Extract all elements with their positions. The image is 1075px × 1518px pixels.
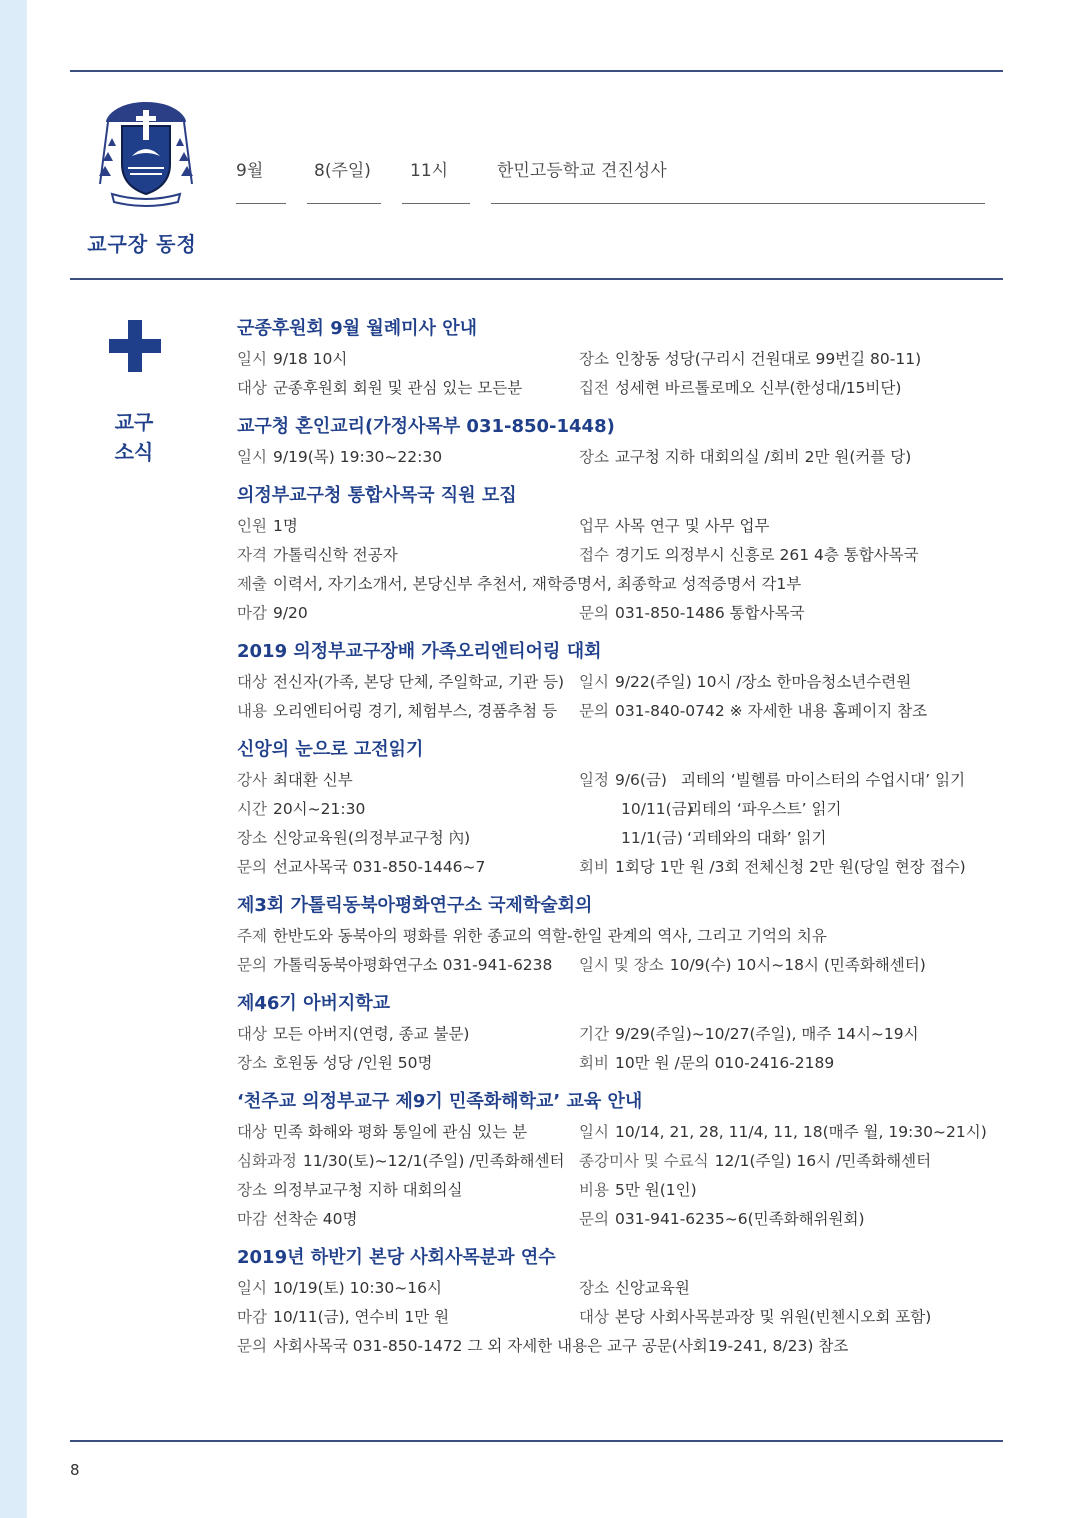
info-value: 12/1(주일) 16시 /민족화해센터 xyxy=(714,1152,932,1170)
info-label: 주제 xyxy=(237,927,267,945)
news-item-title: 제46기 아버지학교 xyxy=(237,993,391,1014)
info-row xyxy=(237,1274,997,1303)
info-value: 경기도 의정부시 신흥로 261 4층 통합사목국 xyxy=(614,546,919,564)
info-label: 회비 xyxy=(579,1054,609,1072)
info-value: 이력서, 자기소개서, 본당신부 추천서, 재학증명서, 최종학교 성적증명서 각1부 xyxy=(272,575,802,593)
info-value: 민족 화해와 평화 통일에 관심 있는 분 xyxy=(272,1123,528,1141)
news-item-title: 의정부교구청 통합사목국 직원 모집 xyxy=(237,485,517,506)
info-label: 대상 xyxy=(237,1123,267,1141)
top-divider xyxy=(70,70,1003,72)
info-label: 비용 xyxy=(579,1181,609,1199)
info-label: 회비 xyxy=(579,858,609,876)
info-label: 장소 xyxy=(237,829,267,847)
news-list xyxy=(237,316,997,1372)
info-value: 9/18 10시 xyxy=(272,350,348,368)
info-row xyxy=(237,697,997,726)
info-label: 강사 xyxy=(237,771,267,789)
page-number: 8 xyxy=(70,1461,80,1479)
info-row xyxy=(237,345,997,374)
cross-icon xyxy=(109,320,161,372)
info-value: 10만 원 /문의 010-2416-2189 xyxy=(614,1054,835,1072)
info-value: 1명 xyxy=(272,517,298,535)
info-label: 문의 xyxy=(237,858,267,876)
schedule-underline xyxy=(307,203,381,204)
news-item xyxy=(237,1245,997,1361)
info-value: 괴테의 ‘파우스트’ 읽기 xyxy=(687,800,842,818)
info-value: ‘괴테와의 대화’ 읽기 xyxy=(687,829,827,847)
info-label: 일시 xyxy=(237,448,267,466)
info-label: 장소 xyxy=(579,1279,609,1297)
info-label: 장소 xyxy=(579,448,609,466)
info-row xyxy=(237,1020,997,1049)
info-value: 031-840-0742 ※ 자세한 내용 홈페이지 참조 xyxy=(614,702,928,720)
info-label: 종강미사 및 수료식 xyxy=(579,1152,709,1170)
info-label: 내용 xyxy=(237,702,267,720)
info-value: 신앙교육원(의정부교구청 內) xyxy=(272,829,471,847)
info-label: 인원 xyxy=(237,517,267,535)
news-item-title: 신앙의 눈으로 고전읽기 xyxy=(237,739,424,760)
news-item-title: 2019 의정부교구장배 가족오리엔티어링 대회 xyxy=(237,641,602,662)
info-value: 10/11(금), 연수비 1만 원 xyxy=(272,1308,450,1326)
info-value: 10/9(수) 10시~18시 (민족화해센터) xyxy=(669,956,926,974)
info-row xyxy=(237,951,997,980)
news-item-title: 교구청 혼인교리(가정사목부 031-850-1448) xyxy=(237,416,615,437)
info-label: 집전 xyxy=(579,379,609,397)
bottom-divider xyxy=(70,1440,1003,1442)
side-color-strip xyxy=(0,0,27,1518)
info-label: 대상 xyxy=(579,1308,609,1326)
info-label: 일시 xyxy=(237,350,267,368)
info-label: 일시 및 장소 xyxy=(579,956,664,974)
info-label: 심화과정 xyxy=(237,1152,297,1170)
news-item-title: 2019년 하반기 본당 사회사목분과 연수 xyxy=(237,1247,556,1268)
news-item-title: 군종후원회 9월 월례미사 안내 xyxy=(237,318,477,339)
info-row xyxy=(237,1303,997,1332)
info-value: 선교사목국 031-850-1446~7 xyxy=(272,858,486,876)
info-row xyxy=(237,570,997,599)
info-value: 교구청 지하 대회의실 /회비 2만 원(커플 당) xyxy=(614,448,912,466)
info-row xyxy=(237,853,997,882)
info-value: 9/19(목) 19:30~22:30 xyxy=(272,448,443,466)
news-item-title: ‘천주교 의정부교구 제9기 민족화해학교’ 교육 안내 xyxy=(237,1091,643,1112)
info-label: 대상 xyxy=(237,673,267,691)
info-value: 신앙교육원 xyxy=(614,1279,690,1297)
info-row xyxy=(237,1049,997,1078)
schedule-underline xyxy=(236,203,286,204)
schedule-month: 9월 xyxy=(236,161,264,181)
info-value: 가톨릭동북아평화연구소 031-941-6238 xyxy=(272,956,553,974)
news-item xyxy=(237,737,997,882)
info-value: 전신자(가족, 본당 단체, 주일학교, 기관 등) xyxy=(272,673,565,691)
info-value: 군종후원회 회원 및 관심 있는 모든분 xyxy=(272,379,523,397)
news-item xyxy=(237,414,997,472)
info-value: 인창동 성당(구리시 건원대로 99번길 80-11) xyxy=(614,350,922,368)
info-label: 대상 xyxy=(237,379,267,397)
info-row xyxy=(237,795,997,824)
news-item xyxy=(237,1089,997,1234)
info-value: 선착순 40명 xyxy=(272,1210,358,1228)
info-label: 장소 xyxy=(237,1054,267,1072)
schedule-date: 8(주일) xyxy=(314,161,371,181)
news-item xyxy=(237,991,997,1078)
info-value: 9/29(주일)~10/27(주일), 매주 14시~19시 xyxy=(614,1025,919,1043)
info-value: 사회사목국 031-850-1472 그 외 자세한 내용은 교구 공문(사회19-241, 8/23) 참조 xyxy=(272,1337,849,1355)
schedule-date: 10/11(금) xyxy=(621,800,693,818)
info-label: 업무 xyxy=(579,517,609,535)
diocese-news-heading: 교구 소식 xyxy=(114,410,154,464)
info-row xyxy=(237,1176,997,1205)
info-label: 문의 xyxy=(579,604,609,622)
news-item xyxy=(237,483,997,628)
info-label: 제출 xyxy=(237,575,267,593)
info-label: 문의 xyxy=(579,1210,609,1228)
info-value: 최대환 신부 xyxy=(272,771,353,789)
info-value: 9/20 xyxy=(272,604,308,622)
info-value: 9/22(주일) 10시 /장소 한마음청소년수련원 xyxy=(614,673,912,691)
info-value: 성세현 바르톨로메오 신부(한성대/15비단) xyxy=(614,379,902,397)
info-value: 사목 연구 및 사무 업무 xyxy=(614,517,770,535)
info-value: 괴테의 ‘빌헬름 마이스터의 수업시대’ 읽기 xyxy=(680,771,966,789)
schedule-time: 11시 xyxy=(410,161,449,181)
info-row xyxy=(237,374,997,403)
info-value: 본당 사회사목분과장 및 위원(빈첸시오회 포함) xyxy=(614,1308,932,1326)
info-row xyxy=(237,1205,997,1234)
info-value: 모든 아버지(연령, 종교 불문) xyxy=(272,1025,470,1043)
info-row xyxy=(237,443,997,472)
news-item-title: 제3회 가톨릭동북아평화연구소 국제학술회의 xyxy=(237,895,593,916)
info-row xyxy=(237,541,997,570)
info-label: 시간 xyxy=(237,800,267,818)
info-row xyxy=(237,1118,997,1147)
info-label: 대상 xyxy=(237,1025,267,1043)
info-label: 기간 xyxy=(579,1025,609,1043)
schedule-underline xyxy=(402,203,470,204)
schedule-date: 9/6(금) xyxy=(614,771,667,789)
info-label: 자격 xyxy=(237,546,267,564)
info-row xyxy=(237,599,997,628)
info-value: 031-850-1486 통합사목국 xyxy=(614,604,805,622)
news-item xyxy=(237,316,997,403)
info-label: 마감 xyxy=(237,1308,267,1326)
info-label: 마감 xyxy=(237,1210,267,1228)
bishop-schedule-heading: 교구장 동정 xyxy=(87,232,197,256)
schedule-event: 한민고등학교 견진성사 xyxy=(497,161,667,181)
info-label: 일시 xyxy=(579,673,609,691)
info-row xyxy=(237,766,997,795)
info-value: 031-941-6235~6(민족화해위원회) xyxy=(614,1210,865,1228)
news-item xyxy=(237,893,997,980)
info-value: 5만 원(1인) xyxy=(614,1181,697,1199)
info-row xyxy=(237,1332,997,1361)
bishop-coat-of-arms-icon xyxy=(98,98,194,210)
info-value: 가톨릭신학 전공자 xyxy=(272,546,398,564)
info-label: 접수 xyxy=(579,546,609,564)
info-row xyxy=(237,1147,997,1176)
info-row xyxy=(237,512,997,541)
section-divider xyxy=(70,278,1003,280)
info-value: 1회당 1만 원 /3회 전체신청 2만 원(당일 현장 접수) xyxy=(614,858,966,876)
schedule-date: 11/1(금) xyxy=(621,829,683,847)
news-item xyxy=(237,639,997,726)
info-label: 마감 xyxy=(237,604,267,622)
info-value: 호원동 성당 /인원 50명 xyxy=(272,1054,433,1072)
info-row xyxy=(237,922,997,951)
info-value: 한반도와 동북아의 평화를 위한 종교의 역할-한일 관계의 역사, 그리고 기억의 치유 xyxy=(272,927,827,945)
info-value: 의정부교구청 지하 대회의실 xyxy=(272,1181,463,1199)
info-value: 10/14, 21, 28, 11/4, 11, 18(매주 월, 19:30~21시) xyxy=(614,1123,987,1141)
info-label: 문의 xyxy=(237,1337,267,1355)
info-label: 문의 xyxy=(579,702,609,720)
info-value: 20시~21:30 xyxy=(272,800,366,818)
info-label: 일시 xyxy=(579,1123,609,1141)
info-label: 장소 xyxy=(579,350,609,368)
info-value: 오리엔티어링 경기, 체험부스, 경품추첨 등 xyxy=(272,702,558,720)
info-row xyxy=(237,668,997,697)
schedule-underline xyxy=(491,203,985,204)
info-label: 장소 xyxy=(237,1181,267,1199)
info-value: 10/19(토) 10:30~16시 xyxy=(272,1279,442,1297)
info-label: 일정 xyxy=(579,771,609,789)
info-label: 문의 xyxy=(237,956,267,974)
info-row xyxy=(237,824,997,853)
info-label: 일시 xyxy=(237,1279,267,1297)
info-value: 11/30(토)~12/1(주일) /민족화해센터 xyxy=(302,1152,565,1170)
